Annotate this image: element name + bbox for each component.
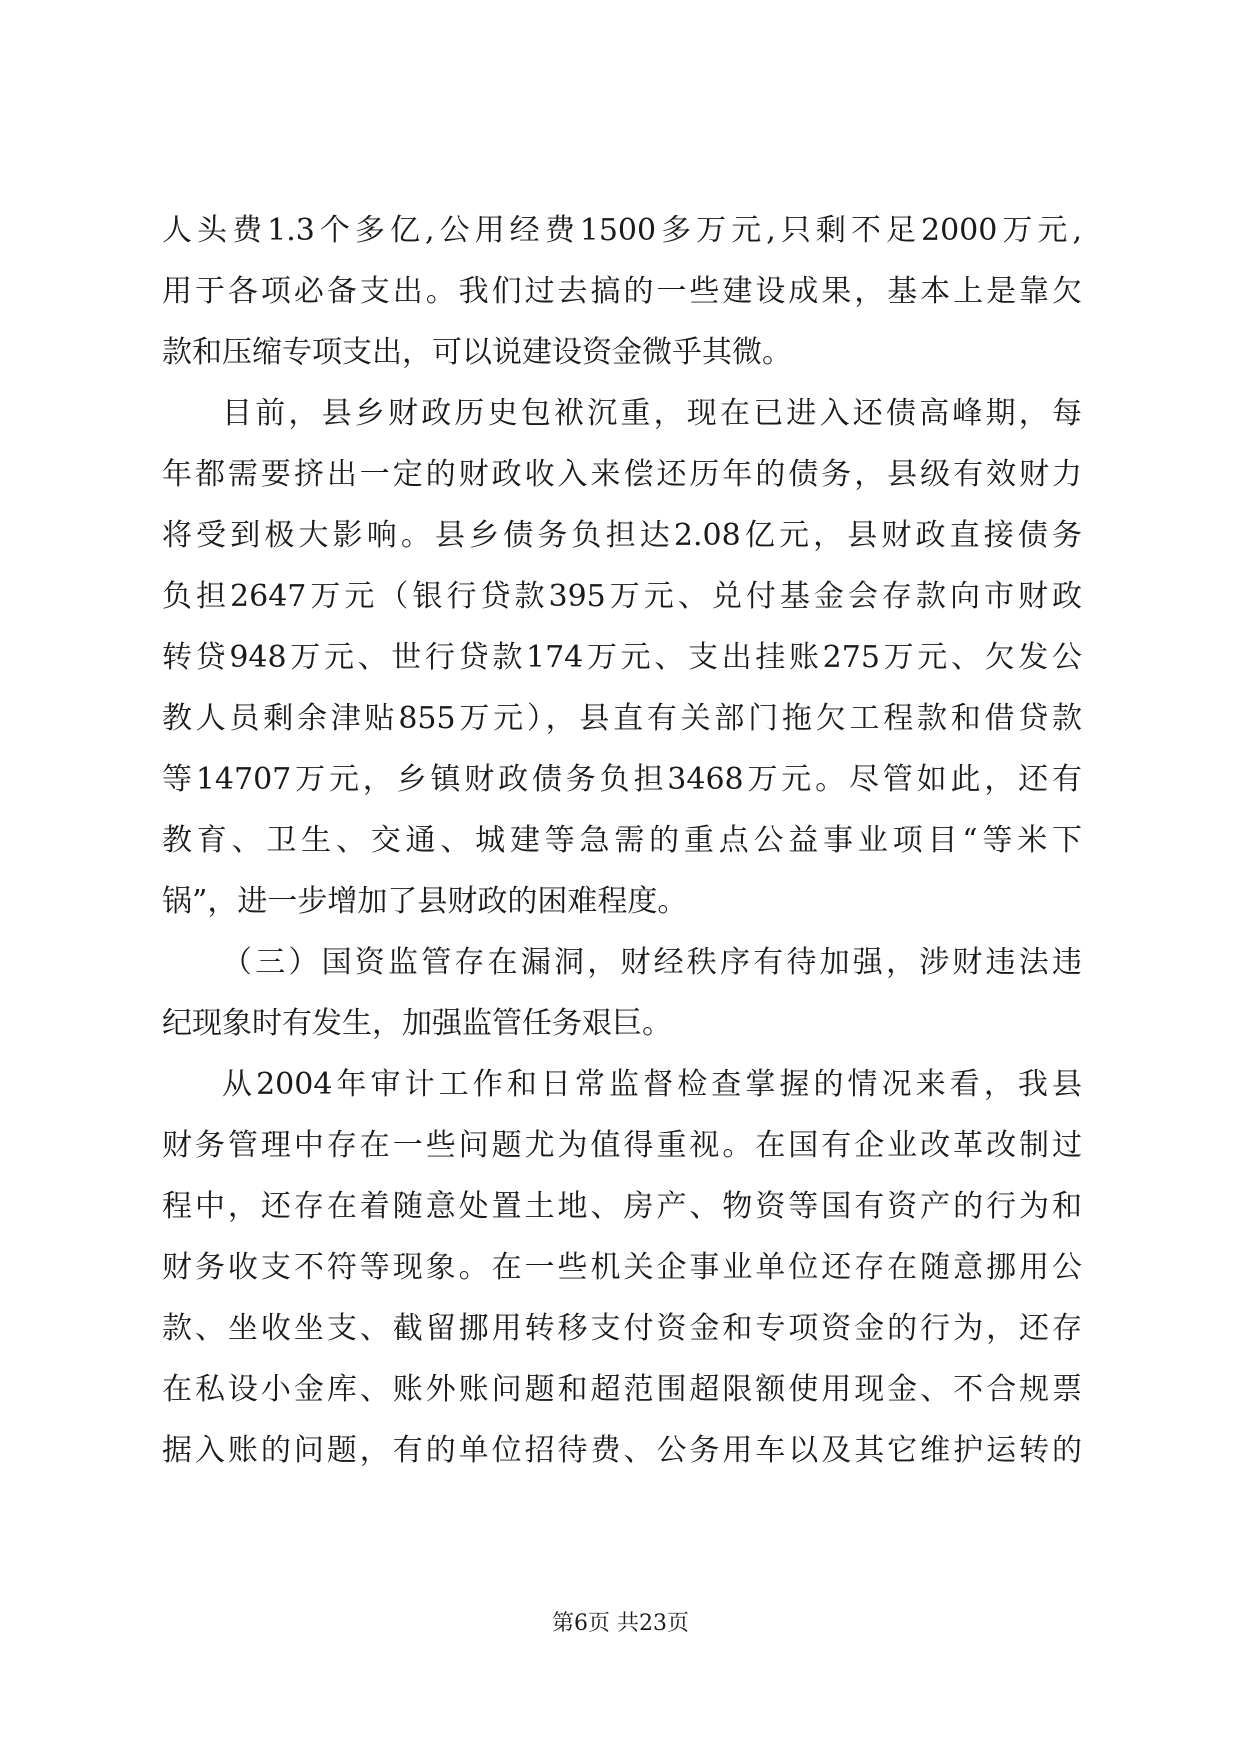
text-line: 据入账的问题，有的单位招待费、公务用车以及其它维护运转的 [162, 1433, 1082, 1468]
text-line: 目前，县乡财政历史包袱沉重，现在已进入还债高峰期，每 [222, 396, 1082, 431]
text-line: （三）国资监管存在漏洞，财经秩序有待加强，涉财违法违 [222, 945, 1082, 980]
text-line: 将受到极大影响。县乡债务负担达2.08亿元，县财政直接债务 [162, 518, 1082, 553]
text-line: 教育、卫生、交通、城建等急需的重点公益事业项目“等米下 [162, 823, 1082, 858]
text-line: 从2004年审计工作和日常监督检查掌握的情况来看，我县 [222, 1067, 1082, 1102]
text-line: 教人员剩余津贴855万元），县直有关部门拖欠工程款和借贷款 [162, 701, 1082, 736]
text-line: 负担2647万元（银行贷款395万元、兑付基金会存款向市财政 [162, 579, 1082, 614]
text-line: 纪现象时有发生，加强监管任务艰巨。 [162, 1006, 672, 1041]
text-line: 款、坐收坐支、截留挪用转移支付资金和专项资金的行为，还存 [162, 1311, 1082, 1346]
text-line: 财务管理中存在一些问题尤为值得重视。在国有企业改革改制过 [162, 1128, 1082, 1163]
text-line: 用于各项必备支出。我们过去搞的一些建设成果，基本上是靠欠 [162, 274, 1082, 309]
text-line: 转贷948万元、世行贷款174万元、支出挂账275万元、欠发公 [162, 640, 1082, 675]
body-text [162, 200, 1082, 1481]
text-line: 款和压缩专项支出，可以说建设资金微乎其微。 [162, 335, 792, 370]
text-line: 程中，还存在着随意处置土地、房产、物资等国有资产的行为和 [162, 1189, 1082, 1224]
text-line: 在私设小金库、账外账问题和超范围超限额使用现金、不合规票 [162, 1372, 1082, 1407]
text-line: 等14707万元，乡镇财政债务负担3468万元。尽管如此，还有 [162, 762, 1082, 797]
text-line: 年都需要挤出一定的财政收入来偿还历年的债务，县级有效财力 [162, 457, 1082, 492]
text-line: 财务收支不符等现象。在一些机关企事业单位还存在随意挪用公 [162, 1250, 1082, 1285]
text-line: 锅”，进一步增加了县财政的困难程度。 [162, 884, 688, 919]
text-line: 人头费1.3个多亿,公用经费1500多万元,只剩不足2000万元, [162, 213, 1082, 248]
page-footer: 第6页 共23页 [552, 1611, 689, 1636]
